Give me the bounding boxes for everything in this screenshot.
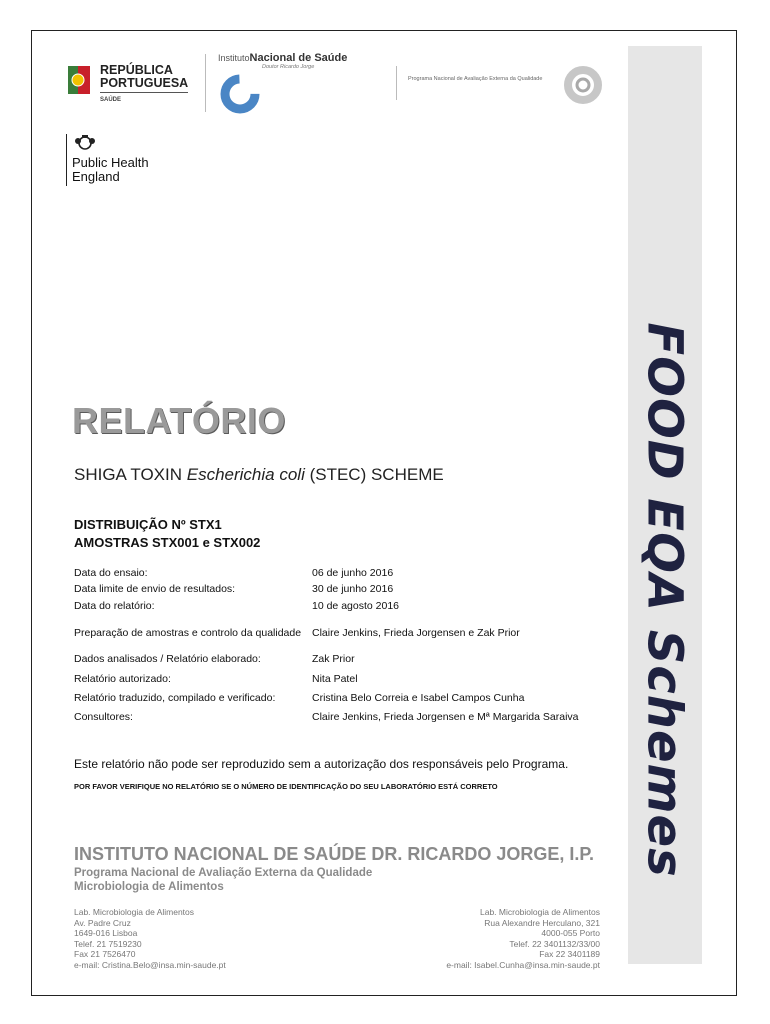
republica-divider [100, 92, 188, 93]
detail-value: 06 de junho 2016 [312, 567, 394, 579]
republica-sub: SAÚDE [100, 97, 122, 103]
institute-name: INSTITUTO NACIONAL DE SAÚDE DR. RICARDO JORGE, I.P. [74, 844, 595, 864]
address-line: Lab. Microbiologia de Alimentos [479, 907, 600, 917]
distribution-line1: DISTRIBUIÇÃO Nº STX1 [74, 517, 222, 532]
detail-label: Relatório autorizado: [74, 673, 171, 685]
address-porto [446, 907, 600, 971]
detail-value: Cristina Belo Correia e Isabel Campos Cunha [312, 692, 525, 704]
report-title: RELATÓRIO [72, 400, 286, 441]
detail-label: Data do relatório: [74, 600, 155, 612]
scheme-suffix: (STEC) SCHEME [304, 465, 444, 484]
side-banner-text: FOOD EQA Schemes [637, 322, 694, 878]
detail-label: Dados analisados / Relatório elaborado: [74, 653, 261, 665]
insa-ring-icon [218, 72, 264, 114]
address-line: Lab. Microbiologia de Alimentos [74, 907, 195, 917]
pnaeeq-logo [396, 60, 610, 110]
address-line: Fax 22 3401189 [539, 949, 600, 960]
phe-line1: Public Health [72, 155, 149, 170]
detail-label: Relatório traduzido, compilado e verificado: [74, 692, 276, 704]
program-block [74, 866, 372, 894]
royal-crest-icon [74, 134, 96, 152]
program-line2: Microbiologia de Alimentos [74, 881, 224, 893]
address-line: Av. Padre Cruz [74, 917, 131, 928]
phe-bar [66, 134, 67, 186]
insa-prefix: Instituto [218, 53, 250, 63]
side-banner [628, 322, 702, 878]
address-email: e-mail: Isabel.Cunha@insa.min-saude.pt [446, 959, 600, 970]
detail-label: Consultores: [74, 711, 133, 723]
lab-id-warning: POR FAVOR VERIFIQUE NO RELATÓRIO SE O NÚMERO DE IDENTIFICAÇÃO DO SEU LABORATÓRIO ESTÁ CORRETO [74, 782, 498, 791]
logo-divider [205, 54, 206, 112]
republica-line1: REPÚBLICA [100, 63, 173, 77]
scheme-organism: Escherichia coli [186, 465, 305, 484]
pnaeeq-text: Programa Nacional de Avaliação Externa da Qualidade [408, 76, 543, 82]
program-line1: Programa Nacional de Avaliação Externa da Qualidade [74, 867, 373, 879]
address-line: Telef. 22 3401132/33/00 [509, 938, 600, 949]
pnaeeq-bracket [396, 66, 403, 100]
address-line: 1649-016 Lisboa [74, 928, 138, 939]
detail-label: Preparação de amostras e controlo da qualidade [74, 627, 302, 639]
detail-value: Zak Prior [312, 653, 355, 665]
phe-line2: England [72, 169, 120, 184]
detail-value: 10 de agosto 2016 [312, 600, 399, 612]
scheme-title [74, 465, 444, 485]
public-health-england-logo [66, 134, 176, 194]
distribution-line2: AMOSTRAS STX001 e STX002 [74, 535, 261, 550]
address-email: e-mail: Cristina.Belo@insa.min-saude.pt [74, 959, 226, 970]
detail-label: Data limite de envio de resultados: [74, 583, 236, 595]
detail-value: Nita Patel [312, 673, 358, 685]
address-lisboa [74, 907, 226, 971]
insa-sub: Doutor Ricardo Jorge [262, 64, 315, 70]
republica-portuguesa-logo [66, 60, 196, 110]
insa-name: Nacional de Saúde [249, 52, 348, 64]
address-line: Telef. 21 7519230 [74, 938, 142, 949]
distribution-heading [74, 516, 260, 552]
detail-value: Claire Jenkins, Frieda Jorgensen e Zak Prior [312, 627, 520, 639]
detail-label: Data do ensaio: [74, 567, 148, 579]
pnaeeq-ring-icon [560, 62, 606, 108]
republica-line2: PORTUGUESA [100, 76, 189, 90]
address-line: Fax 21 7526470 [74, 949, 136, 960]
scheme-prefix: SHIGA TOXIN [74, 465, 187, 484]
detail-value: Claire Jenkins, Frieda Jorgensen e Mª Margarida Saraiva [312, 711, 579, 723]
detail-value: 30 de junho 2016 [312, 583, 394, 595]
republica-shield-icon [66, 64, 92, 98]
insa-logo [218, 52, 368, 114]
address-line: 4000-055 Porto [541, 928, 600, 939]
address-line: Rua Alexandre Herculano, 321 [484, 917, 600, 928]
reproduction-notice: Este relatório não pode ser reproduzido sem a autorização dos responsáveis pelo Programa. [74, 757, 569, 771]
